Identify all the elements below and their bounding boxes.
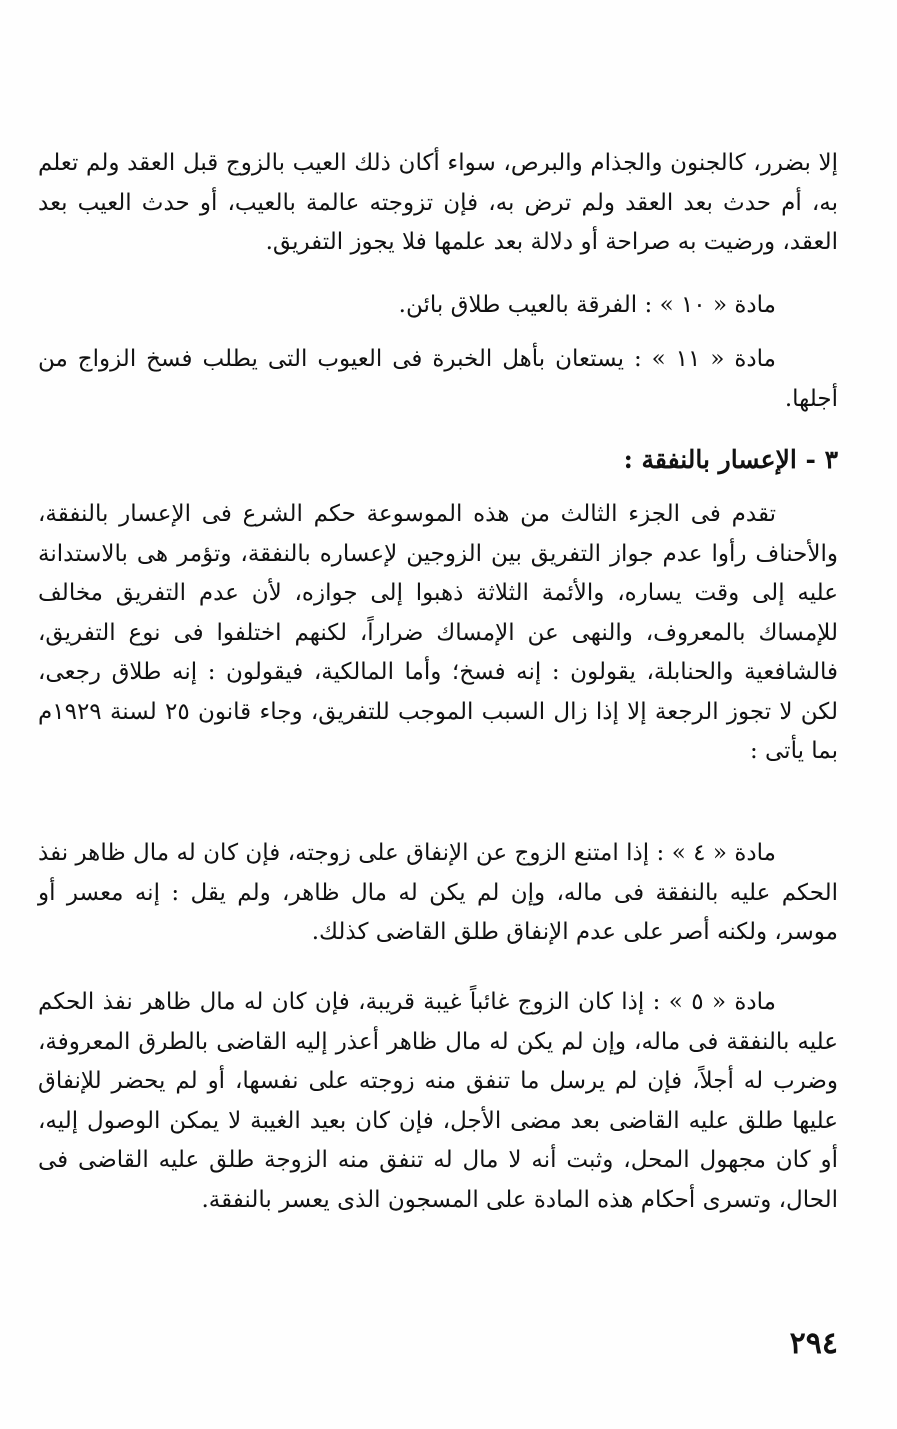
continuation-paragraph <box>38 144 838 263</box>
article-5: مادة « ٥ » : إذا كان الزوج غائباً غيبة قريبة، فإن كان له مال ظاهر نفذ الحكم عليه بالنفقة فى ماله، وإن لم يكن له مال ظاهر أعذر إليه القاضى بالطرق المعروفة، وضرب له أجلاً، فإن لم يرسل ما تنفق منه زوجته على نفسها، أو لم يحضر للإنفاق عليها طلق عليه القاضى بعد مضى الأجل، فإن كان بعيد الغيبة لا يمكن الوصول إليه، أو كان مجهول المحل، وثبت أنه لا مال له تنفق منه الزوجة طلق عليه القاضى فى الحال، وتسرى أحكام هذه المادة على المسجون الذى يعسر بالنفقة. <box>38 989 838 1213</box>
article-11-block <box>38 340 838 419</box>
article-10: مادة « ١٠ » : الفرقة بالعيب طلاق بائن. <box>398 292 776 318</box>
article-10-block <box>38 286 838 326</box>
article-4: مادة « ٤ » : إذا امتنع الزوج عن الإنفاق على زوجته، فإن كان له مال ظاهر نفذ الحكم عليه بالنفقة فى ماله، وإن لم يكن له مال ظاهر، ولم يقل : إنه معسر أو موسر، ولكنه أصر على عدم الإنفاق طلق القاضى كذلك. <box>38 840 838 945</box>
article-4-block <box>38 834 838 953</box>
insolvency-intro-block <box>38 495 838 772</box>
article-5-block <box>38 983 838 1220</box>
page-number: ٢٩٤ <box>789 1326 838 1361</box>
section-heading-block <box>38 440 838 480</box>
article-11: مادة « ١١ » : يستعان بأهل الخبرة فى العيوب التى يطلب فسخ الزواج من أجلها. <box>38 346 838 412</box>
insolvency-intro-paragraph: تقدم فى الجزء الثالث من هذه الموسوعة حكم الشرع فى الإعسار بالنفقة، والأحناف رأوا عدم جواز التفريق بين الزوجين لإعساره بالنفقة، وتؤمر هى بالاستدانة عليه إلى وقت يساره، والأئمة الثلاثة ذهبوا إلى جوازه، لأن عدم التفريق مخالف للإمساك بالمعروف، والنهى عن الإمساك ضراراً، لكنهم اختلفوا فى نوع التفريق، فالشافعية والحنابلة، يقولون : إنه فسخ؛ وأما المالكية، فيقولون : إنه طلاق رجعى، لكن لا تجوز الرجعة إلا إذا زال السبب الموجب للتفريق، وجاء قانون ٢٥ لسنة ١٩٢٩م بما يأتى : <box>38 501 839 764</box>
paragraph-continuation-defects: إلا بضرر، كالجنون والجذام والبرص، سواء أكان ذلك العيب بالزوج قبل العقد ولم تعلم به، أم حدث بعد العقد ولم ترض به، فإن تزوجته عالمة بالعيب، أو حدث العيب بعد العقد، ورضيت به صراحة أو دلالة بعد علمها فلا يجوز التفريق. <box>38 150 838 255</box>
section-heading: ٣ - الإعسار بالنفقة : <box>623 445 838 474</box>
